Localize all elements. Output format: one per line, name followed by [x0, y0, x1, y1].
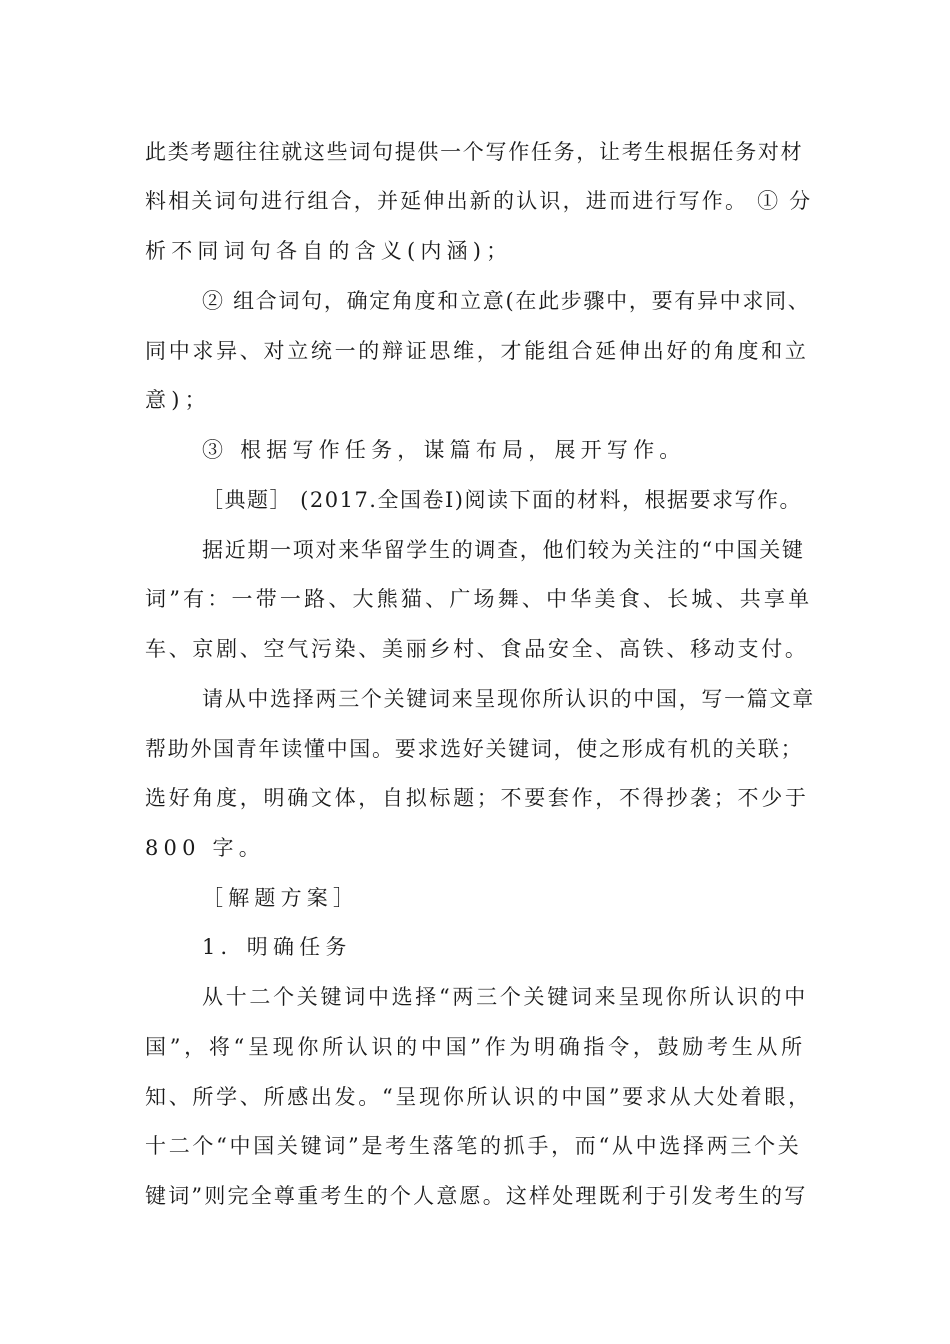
text-line: ③ 根据写作任务，谋篇布局，展开写作。 — [202, 438, 686, 462]
text-line: 据近期一项对来华留学生的调查，他们较为关注的“中国关键 — [202, 538, 805, 562]
text-line: 此类考题往往就这些词句提供一个写作任务，让考生根据任务对材 — [145, 140, 804, 164]
text-line: 知、所学、所感出发。“呈现你所认识的中国”要求从大处着眼， — [145, 1085, 812, 1109]
text-line: 800 字。 — [145, 836, 265, 860]
text-line: 同中求异、对立统一的辩证思维，才能组合延伸出好的角度和立 — [145, 339, 809, 363]
text-line: 帮助外国青年读懂中国。要求选好关键词，使之形成有机的关联； — [145, 737, 804, 761]
text-line: 析不同词句各自的含义(内涵)； — [145, 239, 513, 263]
text-line: 十二个“中国关键词”是考生落笔的抓手，而“从中选择两三个关 — [145, 1134, 802, 1158]
text-line: 从十二个关键词中选择“两三个关键词来呈现你所认识的中 — [202, 985, 808, 1009]
text-line: 键词”则完全尊重考生的个人意愿。这样处理既利于引发考生的写 — [145, 1184, 808, 1208]
text-line: 选好角度，明确文体，自拟标题；不要套作，不得抄袭；不少于 — [145, 786, 809, 810]
section-heading: ［解题方案］ — [202, 886, 360, 910]
text-line: 请从中选择两三个关键词来呈现你所认识的中国，写一篇文章 — [202, 687, 815, 711]
text-line: ② 组合词句，确定角度和立意(在此步骤中，要有异中求同、 — [202, 289, 811, 313]
text-line: 料相关词句进行组合，并延伸出新的认识，进而进行写作。 ① 分 — [145, 189, 813, 213]
text-line: 国”，将“呈现你所认识的中国”作为明确指令，鼓励考生从所 — [145, 1035, 806, 1059]
text-line: 词”有：一带一路、大熊猫、广场舞、中华美食、长城、共享单 — [145, 587, 813, 611]
example-heading: ［典题］ (2017.全国卷Ⅰ)阅读下面的材料，根据要求写作。 — [202, 488, 802, 512]
text-line: 车、京剧、空气污染、美丽乡村、食品安全、高铁、移动支付。 — [145, 637, 809, 661]
text-line: 意)； — [145, 388, 211, 412]
subsection-heading: 1．明确任务 — [202, 935, 352, 959]
